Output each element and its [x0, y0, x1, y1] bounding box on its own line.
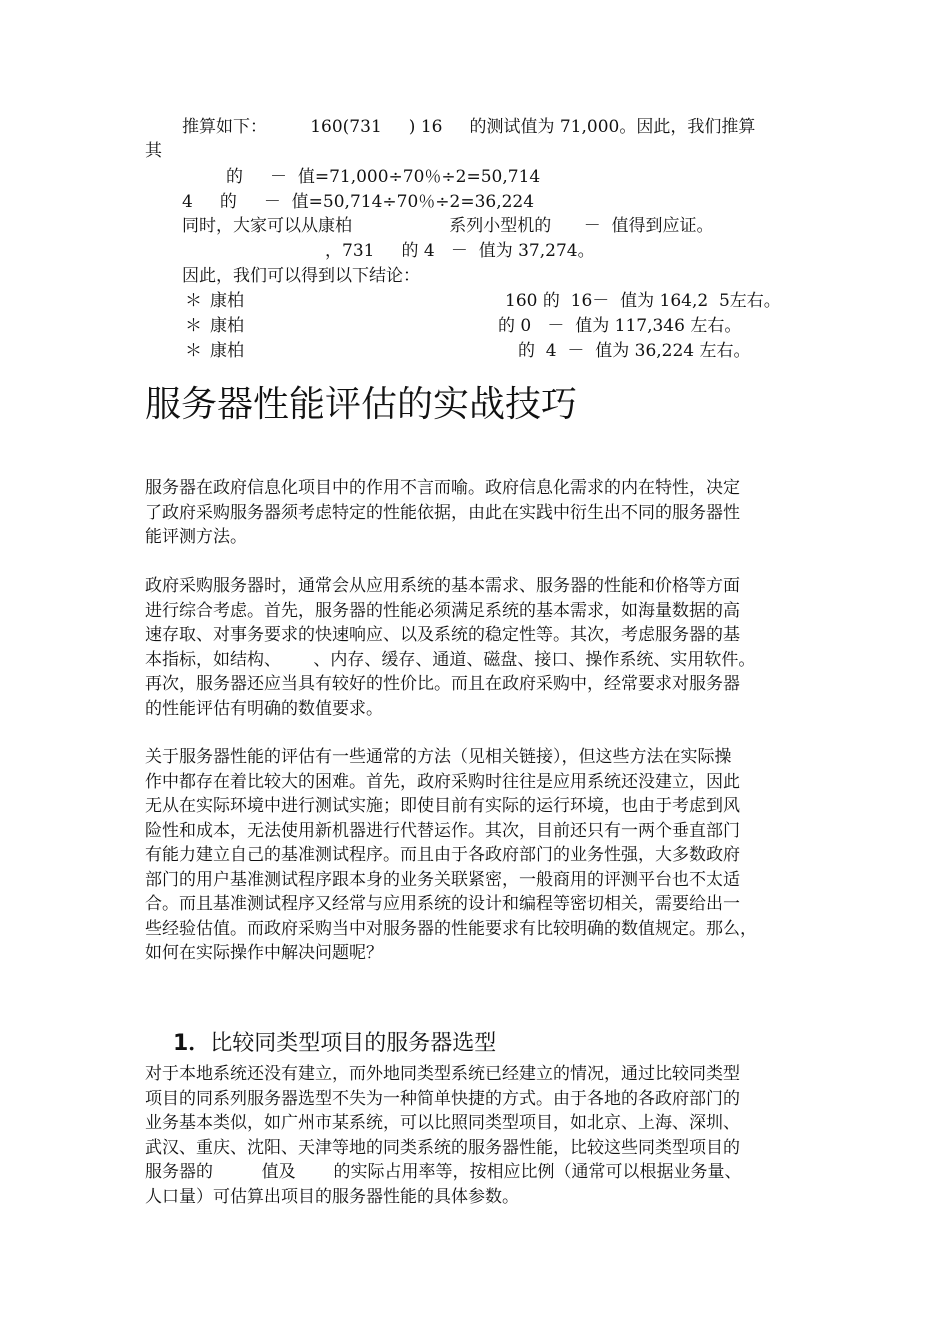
paragraph-line: 项目的同系列服务器选型不失为一种简单快捷的方式。由于各地的各政府部门的 [145, 1088, 740, 1109]
conclusion-value: 的 0 － 值为 117,346 左右。 [498, 316, 742, 336]
calc-line-6: ，731 的 4 － 值为 37,274。 [325, 241, 595, 261]
paragraph-line: 本指标，如结构、 、内存、缓存、通道、磁盘、接口、操作系统、实用软件。 [145, 649, 756, 670]
conclusion-value: 160 的 16－ 值为 164,2 5左右。 [505, 291, 781, 311]
paragraph-line: 服务器的 值及 的实际占用率等，按相应比例（通常可以根据业务量、 [145, 1162, 742, 1182]
article-title: 服务器性能评估的实战技巧 [145, 384, 578, 425]
calc-line-1: 推算如下： 160(731 ) 16 的测试值为 71,000。因此，我们推算 [182, 117, 756, 137]
paragraph-comparison [145, 1062, 815, 1209]
bullet-star-icon: ＊ [185, 341, 202, 361]
paragraph-line: 险性和成本，无法使用新机器进行代替运作。其次，目前还只有一两个垂直部门 [145, 820, 740, 841]
conclusion-value: 的 4 － 值为 36,224 左右。 [518, 341, 751, 361]
conclusion-name: 康柏 [210, 341, 244, 361]
paragraph-line: 合。而且基准测试程序又经常与应用系统的设计和编程等密切相关，需要给出一 [145, 894, 740, 914]
paragraph-line: 能评测方法。 [145, 527, 247, 547]
paragraph-line: 部门的用户基准测试程序跟本身的业务关联紧密，一般商用的评测平台也不太适 [145, 869, 740, 890]
paragraph-difficulties [145, 745, 815, 966]
paragraph-line: 如何在实际操作中解决问题呢？ [145, 943, 383, 963]
paragraph-line: 作中都存在着比较大的困难。首先，政府采购时往往是应用系统还没建立，因此 [145, 771, 740, 792]
bullet-star-icon: ＊ [185, 291, 202, 311]
paragraph-line: 业务基本类似，如广州市某系统，可以比照同类型项目，如北京、上海、深圳、 [145, 1113, 740, 1133]
paragraph-line: 再次，服务器还应当具有较好的性价比。而且在政府采购中，经常要求对服务器 [145, 674, 740, 694]
paragraph-line: 对于本地系统还没有建立，而外地同类型系统已经建立的情况，通过比较同类型 [145, 1064, 740, 1084]
paragraph-line: 政府采购服务器时，通常会从应用系统的基本需求、服务器的性能和价格等方面 [145, 576, 740, 596]
paragraph-line: 了政府采购服务器须考虑特定的性能依据，由此在实践中衍生出不同的服务器性 [145, 502, 740, 523]
calc-line-7: 因此，我们可以得到以下结论： [182, 266, 420, 286]
paragraph-line: 人口量）可估算出项目的服务器性能的具体参数。 [145, 1186, 519, 1207]
paragraph-line: 武汉、重庆、沈阳、天津等地的同类系统的服务器性能，比较这些同类型项目的 [145, 1137, 740, 1158]
bullet-star-icon: ＊ [185, 316, 202, 336]
conclusion-name: 康柏 [210, 316, 244, 336]
calc-line-2: 其 [145, 141, 162, 161]
paragraph-line: 速存取、对事务要求的快速响应、以及系统的稳定性等。其次，考虑服务器的基 [145, 625, 740, 645]
paragraph-line: 进行综合考虑。首先，服务器的性能必须满足系统的基本需求，如海量数据的高 [145, 600, 740, 621]
section-heading-text: 比较同类型项目的服务器选型 [210, 1031, 497, 1056]
conclusion-name: 康柏 [210, 291, 244, 311]
paragraph-line: 服务器在政府信息化项目中的作用不言而喻。政府信息化需求的内在特性，决定 [145, 478, 740, 498]
paragraph-procurement [145, 574, 815, 721]
paragraph-intro [145, 476, 815, 550]
paragraph-line: 有能力建立自己的基准测试程序。而且由于各政府部门的业务性强，大多数政府 [145, 845, 740, 865]
paragraph-line: 些经验估值。而政府采购当中对服务器的性能要求有比较明确的数值规定。那么， [145, 918, 757, 939]
paragraph-line: 关于服务器性能的评估有一些通常的方法（见相关链接），但这些方法在实际操 [145, 747, 732, 767]
calc-line-5: 同时，大家可以从康柏 系列小型机的 － 值得到应证。 [182, 216, 714, 236]
calc-line-3: 的 － 值=71,000÷70％÷2=50,714 [226, 167, 541, 187]
section-number: 1． [172, 1031, 211, 1056]
paragraph-line: 的性能评估有明确的数值要求。 [145, 698, 383, 719]
paragraph-line: 无从在实际环境中进行测试实施；即使目前有实际的运行环境，也由于考虑到风 [145, 796, 740, 816]
calc-line-4: 4 的 － 值=50,714÷70％÷2=36,224 [182, 192, 535, 212]
